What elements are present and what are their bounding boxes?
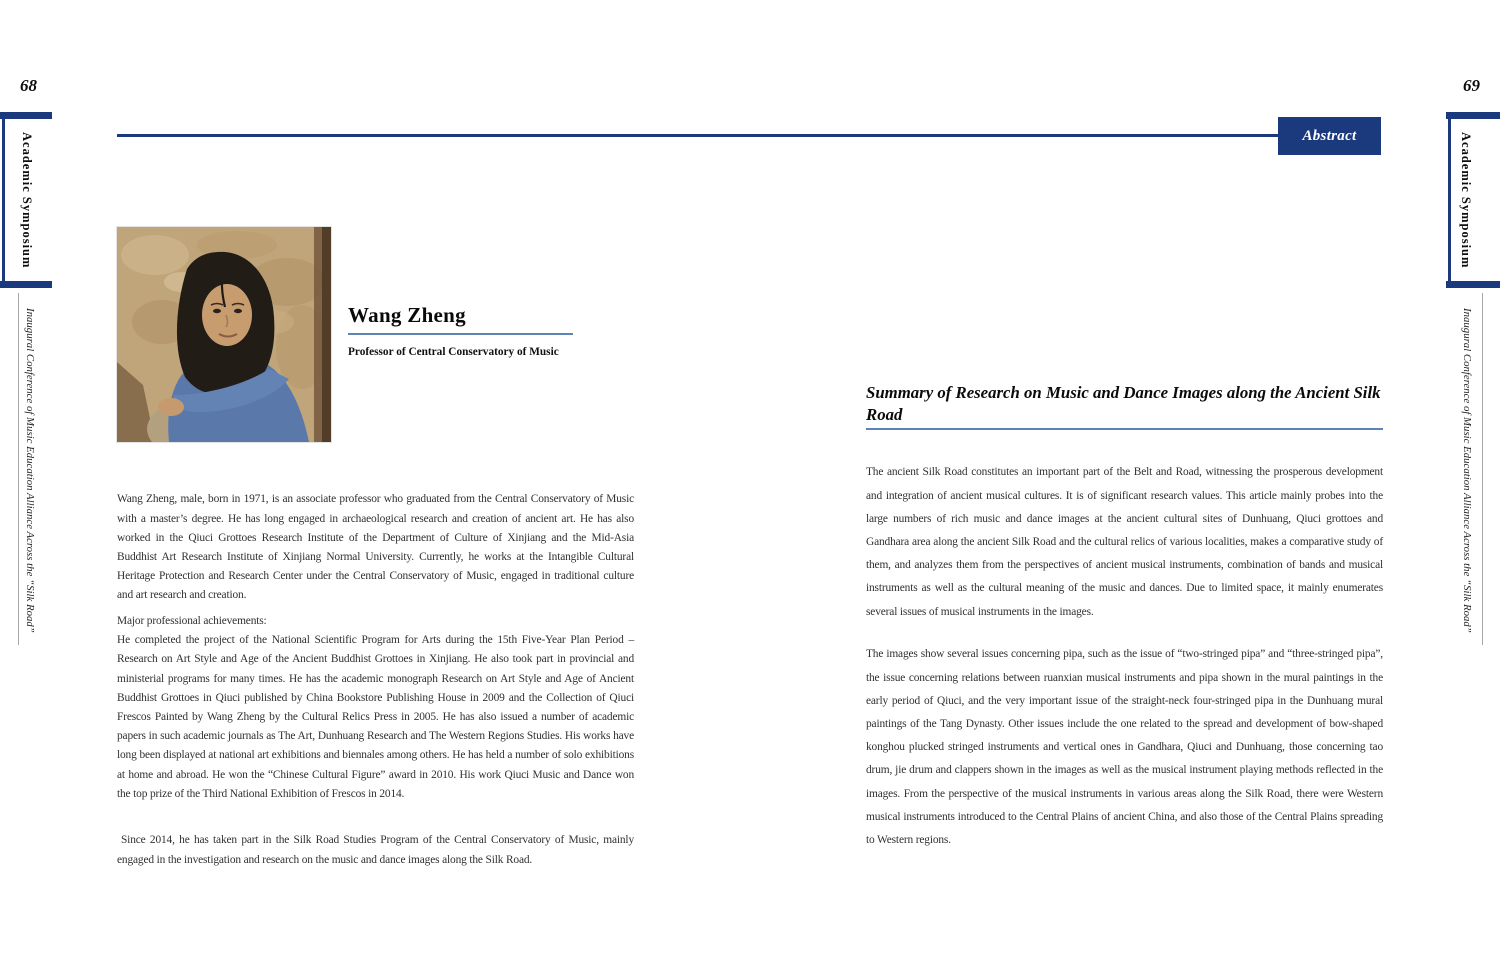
abstract-paragraph-1: The ancient Silk Road constitutes an important part of the Belt and Road, witnessing the prosperous development and integration of ancient musical cultures. It is of significant research values. This article mainly probes into the large numbers of rich music and dance images at the ancient cultural sites of Dunhuang, Qiuci grottoes and Gandhara area along the ancient Silk Road and the cultural relics of various localities, makes a comparative study of them, and analyzes them from the perspectives of ancient musical instruments, combination of bands and musical instruments as well as the cultural meaning of the music and dances. Due to limited space, it mainly enumerates several issues of musical instruments in the images. (866, 466, 1383, 618)
profile-job-title: Professor of Central Conservatory of Music (348, 346, 559, 358)
sidebar-bar-bottom-right (1446, 281, 1500, 288)
page-number-right: 69 (1463, 76, 1480, 95)
sidebar-bar-top-left (0, 112, 52, 119)
sidebar-rule-left (2, 112, 5, 288)
profile-achievements-block (117, 612, 634, 804)
sidebar-subtitle-left: Inaugural Conference of Music Education Alliance Across the “Silk Road” (24, 307, 36, 633)
page-number-left: 68 (20, 76, 37, 95)
sidebar-subtitle-rule-left (18, 293, 19, 645)
sidebar-subtitle-rule-right (1482, 293, 1483, 645)
achievements-heading: Major professional achievements: (117, 615, 267, 627)
abstract-badge (1278, 117, 1381, 155)
profile-photo (117, 227, 331, 442)
sidebar-bar-top-right (1446, 112, 1500, 119)
profile-name-underline (348, 333, 573, 335)
profile-name: Wang Zheng (348, 303, 466, 327)
sidebar-subtitle-right: Inaugural Conference of Music Education Alliance Across the “Silk Road” (1461, 307, 1473, 633)
profile-bio-paragraph: Wang Zheng, male, born in 1971, is an associate professor who graduated from the Central Conservatory of Music with a master’s degree. He has long engaged in archaeological research and creation of ancient art. He has also worked in the Qiuci Grottoes Research Institute of the Department of Culture of Xinjiang and the Mid-Asia Buddhist Art Research Institute of Xinjiang Normal University. Currently, he works at the Intangible Cultural Heritage Protection and Research Center under the Central Conservatory of Music, engaged in traditional culture and art research and creation. (117, 493, 634, 602)
abstract-badge-label: Abstract (1302, 127, 1357, 144)
header-rule (117, 134, 1278, 137)
sidebar-bar-bottom-left (0, 281, 52, 288)
abstract-title-underline (866, 428, 1383, 430)
sidebar-rule-right (1448, 112, 1451, 288)
abstract-paragraph-2: The images show several issues concerning pipa, such as the issue of “two-stringed pipa” and “three-stringed pipa”, the issue concerning relations between ruanxian musical instruments and pipa shown in the mural paintings in the early period of Qiuci, and the very important issue of the straight-neck four-stringed pipa in the Dunhuang mural paintings of the Tang Dynasty. Other issues include the one related to the spread and development of bow-shaped konghou plucked stringed instruments and vertical ones in Gandhara, Qiuci and Dunhuang, those concerning tao drum, jie drum and clappers shown in the images as well as the musical instrument playing methods reflected in the images. From the perspective of the musical instruments in various areas along the Silk Road, there were Western musical instruments introduced to the Central Plains of ancient China, and also those of the Central Plains spreading to Western regions. (866, 648, 1383, 847)
achievements-paragraph: He completed the project of the National Scientific Program for Arts during the 15th Five-Year Plan Period – Research on Art Style and Age of the Ancient Buddhist Grottoes in Xinjiang. He also took part in provincial and ministerial programs for many times. He has the academic monograph Research on Art Style and Age of Ancient Buddhist Grottoes in Qiuci published by China Bookstore Publishing House in 2009 and the Collection of Qiuci Frescos Painted by Wang Zheng by the Cultural Relics Press in 2005. He has also issued a number of academic papers in such academic journals as The Art, Dunhuang Research and The Western Regions Studies. His works have long been displayed at national art exhibitions and biennales among others. He has held a number of solo exhibitions at home and abroad. He won the “Chinese Cultural Figure” award in 2010. His work Qiuci Music and Dance won the top prize of the Third National Exhibition of Frescos in 2014. (117, 634, 634, 800)
abstract-title: Summary of Research on Music and Dance Images along the Ancient Silk Road (866, 383, 1381, 424)
sidebar-title-left: Academic Symposium (20, 131, 34, 269)
profile-photo-illustration (117, 227, 331, 442)
sidebar-title-right: Academic Symposium (1459, 131, 1473, 269)
profile-closing-paragraph: Since 2014, he has taken part in the Silk Road Studies Program of the Central Conservatory of Music, mainly engaged in the investigation and research on the music and dance images along the Silk Road. (117, 834, 634, 866)
